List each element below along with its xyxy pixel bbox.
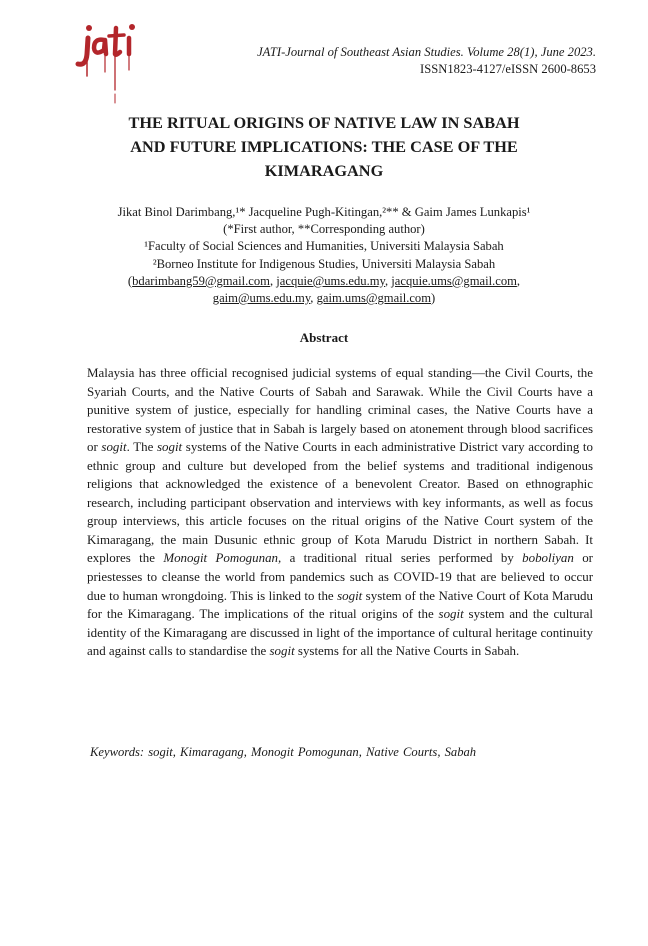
term-sogit: sogit (337, 587, 363, 603)
abstract-text: or priestesses to cleanse the world from pandemics such as COVID-19 that are believed to occur due to human wrongdoing. This is linked to the (87, 550, 593, 603)
journal-header (257, 44, 596, 78)
term-sogit: sogit (438, 606, 464, 622)
term-boboliyan: boboliyan (522, 550, 574, 566)
abstract-text: Malaysia has three official recognised judicial systems of equal standing—the Civil Courts, the Syariah Courts, and the Native Courts of Sabah and Sarawak. While the Civil Courts have a punitive system of justice, especially for handling criminal cases, the Native Courts have a restorative system of justice that in Sabah is largely based on atonement through blood sacrifices or (87, 365, 593, 455)
abstract-text: a traditional ritual series performed by (281, 550, 523, 566)
term-sogit: sogit (101, 439, 127, 455)
email-list-line-2: gaim@ums.edu.my, gaim.ums@gmail.com) (212, 291, 436, 306)
author-note: (*First author, **Corresponding author) (223, 222, 425, 237)
title-line-1: THE RITUAL ORIGINS OF NATIVE LAW IN SABAH (128, 113, 520, 132)
email-link[interactable]: jacquie@ums.edu.my (276, 273, 385, 288)
term-sogit: sogit (269, 643, 295, 659)
affiliation-2: ²Borneo Institute for Indigenous Studies, Universiti Malaysia Sabah (152, 256, 496, 271)
journal-issn: ISSN1823-4127/eISSN 2600-8653 (420, 62, 596, 76)
email-list-line-1: (bdarimbang59@gmail.com, jacquie@ums.edu.my, jacquie.ums@gmail.com, (127, 273, 521, 288)
abstract-text: systems for all the Native Courts in Sabah. (294, 643, 520, 659)
journal-citation: JATI-Journal of Southeast Asian Studies. Volume 28(1), June 2023. (257, 45, 596, 59)
jati-logo-icon (74, 14, 144, 106)
abstract-text: system of the Native Court of Kota Marudu for the Kimaragang. The implications of the ritual origins of the (87, 587, 593, 622)
title-line-2: AND FUTURE IMPLICATIONS: THE CASE OF THE (130, 137, 518, 156)
affiliation-1: ¹Faculty of Social Sciences and Humanities, Universiti Malaysia Sabah (144, 239, 504, 254)
term-monogit-pomogunan: Monogit Pomogunan, (163, 550, 282, 566)
keywords-line: Keywords: sogit, Kimaragang, Monogit Pomogunan, Native Courts, Sabah (90, 745, 477, 759)
email-link[interactable]: bdarimbang59@gmail.com (132, 273, 270, 288)
email-link[interactable]: gaim.ums@gmail.com (316, 291, 432, 306)
title-line-3: KIMARAGANG (264, 161, 384, 180)
abstract-text: . The (126, 439, 157, 455)
abstract-text: systems of the Native Courts in each administrative District vary according to ethnic group and culture but developed from the belief systems and traditional indigenous religions that acknowledged the existence of a benevolent Creator. Based on ethnographic research, including participant observation and interviews with key informants, as well as focus group interviews, this article focuses on the ritual origins of the Native Court system of the Kimaragang, the main Dusunic ethnic group of Kota Marudu District in northern Sabah. It explores the (87, 439, 593, 566)
abstract-body (87, 364, 593, 661)
email-link[interactable]: gaim@ums.edu.my (212, 291, 311, 306)
journal-logo (74, 14, 144, 106)
article-title (60, 111, 588, 183)
abstract-text: system and the cultural identity of the Kimaragang are discussed in light of the importance of cultural heritage continuity and against calls to standardise the (87, 606, 593, 659)
author-names: Jikat Binol Darimbang,¹* Jacqueline Pugh-Kitingan,²** & Gaim James Lunkapis¹ (117, 205, 531, 219)
abstract-heading: Abstract (299, 330, 349, 345)
email-link[interactable]: jacquie.ums@gmail.com (391, 273, 517, 288)
author-block (40, 204, 608, 307)
term-sogit: sogit (156, 439, 183, 455)
